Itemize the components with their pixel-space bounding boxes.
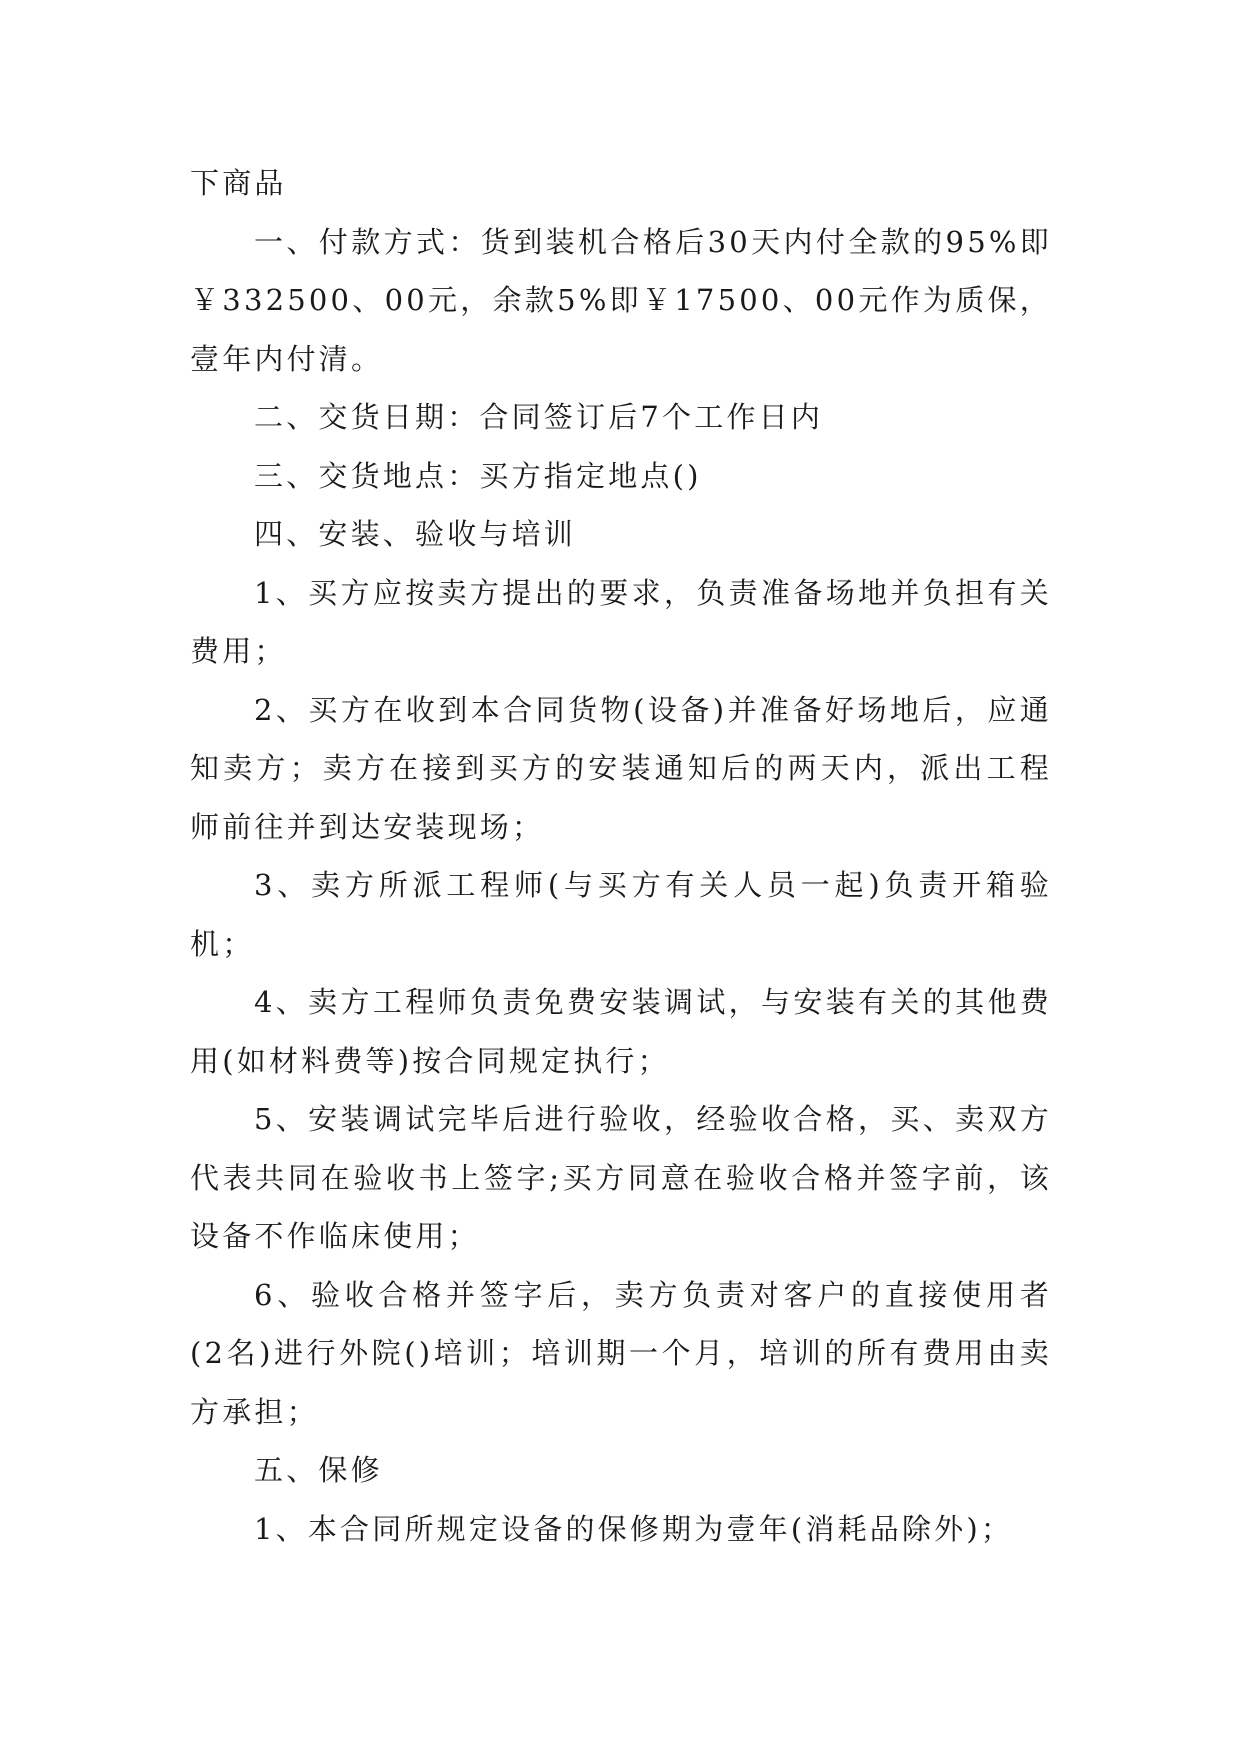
paragraph-warranty-item-1: 1、本合同所规定设备的保修期为壹年(消耗品除外)；	[254, 1511, 1014, 1546]
document-body	[190, 154, 1052, 1558]
paragraph-installation-item-4: 4、卖方工程师负责免费安装调试，与安装有关的其他费用(如材料费等)按合同规定执行；	[190, 985, 1052, 1078]
paragraph-payment-terms: 一、付款方式：货到装机合格后30天内付全款的95%即￥332500、00元，余款5%即￥17500、00元作为质保，壹年内付清。	[190, 224, 1052, 376]
paragraph-installation-item-1: 1、买方应按卖方提出的要求，负责准备场地并负担有关费用；	[190, 575, 1052, 668]
paragraph-installation-item-5: 5、安装调试完毕后进行验收，经验收合格，买、卖双方代表共同在验收书上签字;买方同意在验收合格并签字前，该设备不作临床使用；	[190, 1102, 1052, 1253]
paragraph-installation-item-3: 3、卖方所派工程师(与买方有关人员一起)负责开箱验机；	[190, 868, 1052, 961]
section-heading-warranty: 五、保修	[254, 1453, 383, 1487]
paragraph-installation-item-6: 6、验收合格并签字后，卖方负责对客户的直接使用者(2名)进行外院()培训；培训期一个月，培训的所有费用由卖方承担；	[190, 1277, 1052, 1429]
paragraph-continuation: 下商品	[190, 166, 287, 200]
paragraph-delivery-date: 二、交货日期：合同签订后7个工作日内	[254, 400, 824, 434]
section-heading-installation: 四、安装、验收与培训	[254, 517, 577, 551]
paragraph-delivery-location: 三、交货地点：买方指定地点()	[254, 458, 702, 493]
paragraph-installation-item-2: 2、买方在收到本合同货物(设备)并准备好场地后，应通知卖方；卖方在接到买方的安装通知后的两天内，派出工程师前往并到达安装现场；	[190, 692, 1052, 844]
